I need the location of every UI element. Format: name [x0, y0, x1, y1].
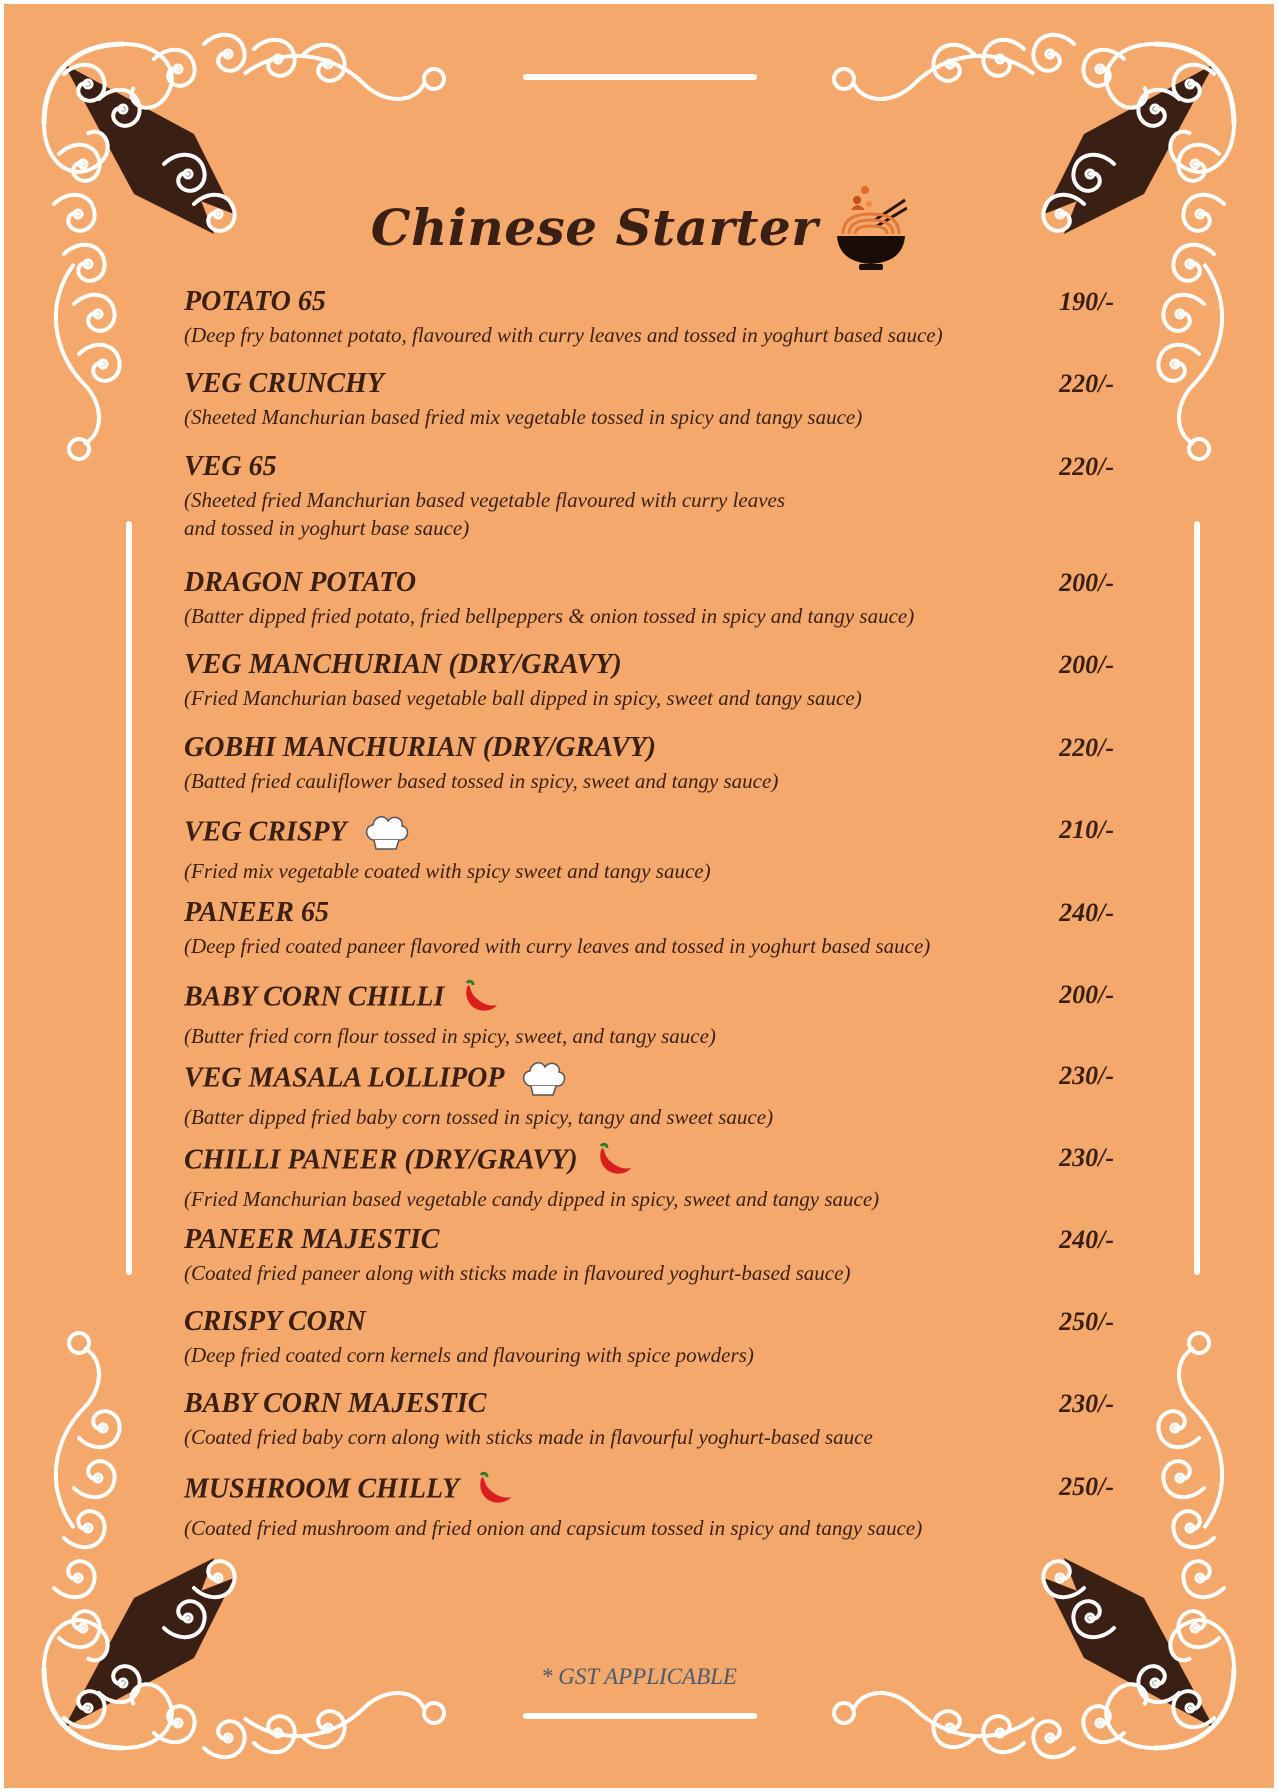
item-price: 190/- [1059, 287, 1114, 316]
menu-title-text: Chinese Starter [370, 197, 819, 257]
item-price: 240/- [1059, 898, 1114, 927]
item-price: 240/- [1059, 1225, 1114, 1254]
menu-item [184, 286, 1114, 349]
item-price: 220/- [1059, 733, 1114, 762]
gst-note: * GST APPLICABLE [541, 1664, 737, 1689]
item-description: (Fried Manchurian based vegetable candy dipped in spicy, sweet and tangy sauce) [184, 1187, 880, 1211]
noodle-bowl-icon [835, 182, 907, 272]
item-name: BABY CORN CHILLI [184, 981, 445, 1013]
item-name: PANEER MAJESTIC [184, 1224, 440, 1255]
menu-page [4, 4, 1274, 1788]
chili-icon [461, 979, 501, 1019]
menu-item [184, 368, 1114, 431]
item-price: 230/- [1059, 1143, 1114, 1172]
item-price: 200/- [1059, 568, 1114, 597]
item-name-row [184, 1060, 1114, 1100]
item-description: (Deep fry batonnet potato, flavoured with curry leaves and tossed in yoghurt based sauce) [184, 323, 943, 347]
menu-item [184, 1060, 1114, 1131]
menu-item [184, 1142, 1114, 1213]
item-name: VEG CRISPY [184, 816, 346, 848]
item-description: (Fried Manchurian based vegetable ball dipped in spicy, sweet and tangy sauce) [184, 686, 862, 710]
item-description: (Batter dipped fried baby corn tossed in spicy, tangy and sweet sauce) [184, 1105, 774, 1129]
item-description: (Coated fried paneer along with sticks made in flavoured yoghurt-based sauce) [184, 1261, 851, 1285]
menu-item [184, 567, 1114, 630]
item-price: 250/- [1059, 1472, 1114, 1501]
menu-item [184, 979, 1114, 1050]
item-name: VEG CRUNCHY [184, 368, 384, 399]
chili-icon [595, 1142, 635, 1182]
menu-item [184, 649, 1114, 712]
item-price: 220/- [1059, 369, 1114, 398]
item-name-row [184, 1471, 1114, 1511]
menu-item [184, 897, 1114, 960]
item-name: BABY CORN MAJESTIC [184, 1388, 487, 1419]
item-price: 220/- [1059, 452, 1114, 481]
item-name-row [184, 979, 1114, 1019]
item-price: 230/- [1059, 1061, 1114, 1090]
item-description: (Sheeted Manchurian based fried mix vegetable tossed in spicy and tangy sauce) [184, 405, 863, 429]
item-description: (Batter dipped fried potato, fried bellpeppers & onion tossed in spicy and tangy sauce) [184, 604, 915, 628]
chili-icon [475, 1471, 515, 1511]
item-price: 230/- [1059, 1389, 1114, 1418]
item-name: PANEER 65 [184, 897, 329, 928]
menu-item [184, 1388, 1114, 1451]
chef-hat-icon [363, 814, 409, 854]
item-description: (Coated fried baby corn along with sticks made in flavourful yoghurt-based sauce [184, 1425, 873, 1449]
chef-hat-icon [520, 1060, 566, 1100]
item-price: 250/- [1059, 1307, 1114, 1336]
menu-item [184, 1224, 1114, 1287]
item-price: 210/- [1059, 815, 1114, 844]
menu-item [184, 451, 1114, 542]
item-name: MUSHROOM CHILLY [184, 1473, 459, 1505]
item-description: (Deep fried coated corn kernels and flavouring with spice powders) [184, 1343, 754, 1367]
item-description: (Fried mix vegetable coated with spicy sweet and tangy sauce) [184, 859, 711, 883]
item-name-row [184, 1142, 1114, 1182]
menu-title [4, 182, 1274, 272]
item-name: VEG 65 [184, 451, 277, 482]
item-description: (Batted fried cauliflower based tossed in spicy, sweet and tangy sauce) [184, 769, 779, 793]
menu-item [184, 1306, 1114, 1369]
menu-item [184, 732, 1114, 795]
item-price: 200/- [1059, 980, 1114, 1009]
item-name: CHILLI PANEER (DRY/GRAVY) [184, 1144, 578, 1176]
item-name: VEG MANCHURIAN (DRY/GRAVY) [184, 649, 622, 680]
item-name: CRISPY CORN [184, 1306, 366, 1337]
item-description: (Deep fried coated paneer flavored with curry leaves and tossed in yoghurt based sauce) [184, 934, 931, 958]
item-description: (Butter fried corn flour tossed in spicy, sweet, and tangy sauce) [184, 1024, 716, 1048]
item-description: (Coated fried mushroom and fried onion and capsicum tossed in spicy and tangy sauce) [184, 1516, 923, 1540]
item-name: GOBHI MANCHURIAN (DRY/GRAVY) [184, 732, 656, 763]
item-name: POTATO 65 [184, 286, 326, 317]
item-price: 200/- [1059, 650, 1114, 679]
item-name-row [184, 814, 1114, 854]
item-description: (Sheeted fried Manchurian based vegetable flavoured with curry leaves and tossed in yoghurt base sauce) [184, 488, 786, 540]
item-name: DRAGON POTATO [184, 567, 417, 598]
item-name: VEG MASALA LOLLIPOP [184, 1062, 504, 1094]
menu-item [184, 1471, 1114, 1542]
menu-item [184, 814, 1114, 885]
